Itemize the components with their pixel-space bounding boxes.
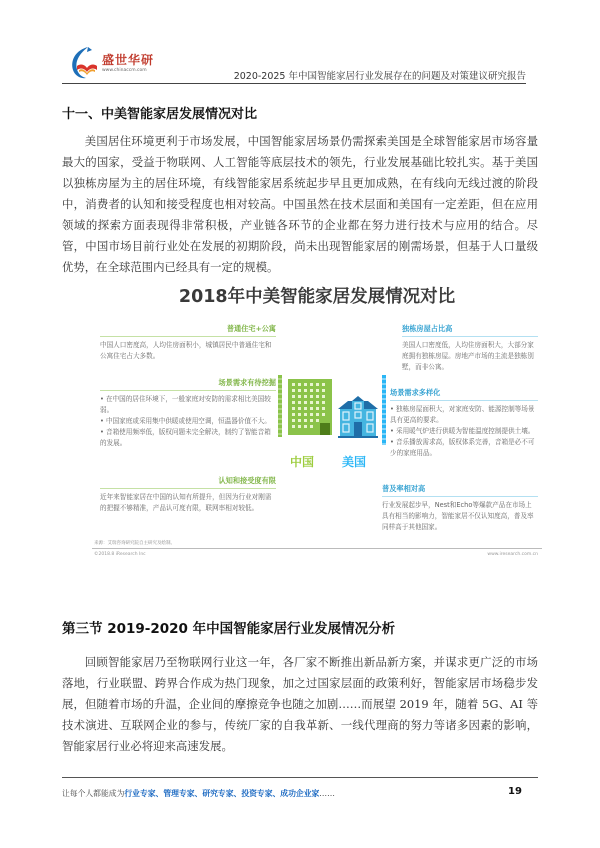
logo-book-swoosh-icon (68, 46, 98, 80)
slogan-highlight: 行业专家、管理专家、研究专家、投资专家、成功企业家 (124, 789, 320, 798)
slogan-prefix: 让每个人都能成为 (62, 789, 125, 798)
china-block-scenarios (100, 377, 276, 449)
paragraph-text: 回顾智能家居乃至物联网行业这一年，各厂家不断推出新品新方案，并谋求更广泛的市场落地，行业联盟、跨界合作成为热门现象，加之过国家层面的政策利好，智能家居市场稳步发展，但随着市场的升温，企业间的摩擦竞争也随之加剧……而展望 2019 年，随着 5G、AI 等技术演进、互联网企业的参与，传统厂家的自我革新、一线代理商的努力等诸多因素的影响，智能家居行业必将迎来高速发展。 (62, 655, 538, 753)
block-text: 美国人口密度低，人均住房面积大，大部分家庭拥有独栋房屋。房地产市场的主流是独栋别墅，而非公寓。 (402, 341, 534, 371)
apartment-building-icon (288, 379, 332, 435)
usa-label: 美国 (342, 455, 367, 469)
block-bullet: • 中国家庭或采用集中供暖或使用空调，恒温器价值不大。 (100, 417, 271, 425)
china-block-housing (100, 323, 276, 362)
logo-url: www.chinaccm.com (102, 68, 147, 73)
footer-divider (62, 777, 538, 778)
usa-block-housing (402, 323, 538, 373)
page-number: 19 (508, 786, 522, 797)
usa-block-adoption (382, 483, 538, 533)
infographic-source: 来源：艾瑞咨询研究院自主研究及绘制。 (94, 541, 175, 546)
block-text: 中国人口密度高，人均住房面积小，城镇居民中普通住宅和公寓住宅占大多数。 (100, 341, 272, 360)
report-title: 2020-2025 年中国智能家居行业发展存在的问题及对策建议研究报告 (233, 71, 526, 82)
block-bullet: • 音乐播放需求高，版权体系完善，音箱是必不可少的家庭用品。 (390, 438, 535, 457)
block-heading: 普通住宅+公寓 (100, 323, 276, 337)
usa-block-scenarios (390, 387, 538, 459)
china-block-awareness (100, 475, 276, 514)
section-heading-comparison: 十一、中美智能家居发展情况对比 (62, 107, 258, 122)
block-heading: 场景需求有待挖掘 (100, 377, 276, 391)
block-heading: 独栋房屋占比高 (402, 323, 538, 337)
block-heading: 认知和接受度有限 (100, 475, 276, 489)
block-text: 近年来智能家居在中国的认知有所提升，但因为行业对刚需的把握不够精准，产品认可度有限，联网率相对较低。 (100, 493, 272, 512)
block-text: 行业发展起步早，Nest和Echo等爆款产品在市场上具有相当的影响力，智能家居不仅认知度高，普及率同样高于其他国家。 (382, 501, 534, 531)
usa-accent-bar (382, 375, 386, 445)
company-logo (62, 44, 182, 82)
header-divider (62, 83, 526, 84)
footer-slogan (62, 788, 335, 799)
infographic-url: www.iresearch.com.cn (487, 552, 538, 557)
infographic-title: 2018年中美智能家居发展情况对比 (178, 287, 456, 307)
house-icon (334, 395, 382, 439)
block-heading: 普及率相对高 (382, 483, 538, 497)
block-bullet: • 在中国的居住环境下，一般家庭对安防的需求相比美国较弱。 (100, 395, 271, 414)
slogan-suffix: …… (319, 789, 335, 798)
comparison-infographic (92, 283, 542, 573)
infographic-copyright: ©2018.8 iResearch Inc (94, 552, 146, 557)
block-bullet: • 独栋房屋面积大，对家庭安防、能源控制等场景具有更高的要求。 (390, 405, 535, 424)
logo-name: 盛世华研 (102, 53, 155, 67)
block-bullet: • 采用暖气炉进行供暖为智能温度控制提供土壤。 (390, 427, 535, 435)
china-label: 中国 (290, 455, 315, 469)
block-bullet: • 音箱使用频率低，版权问题未完全解决，制约了智能音箱的发展。 (100, 428, 271, 447)
china-accent-bar (278, 375, 282, 437)
section-heading-analysis: 第三节 2019-2020 年中国智能家居行业发展情况分析 (62, 621, 396, 637)
infographic-divider (92, 548, 542, 549)
section-paragraph (62, 131, 538, 278)
section-paragraph (62, 652, 538, 757)
page-header (62, 44, 526, 92)
block-heading: 场景需求多样化 (390, 387, 538, 401)
paragraph-text: 美国居住环境更利于市场发展，中国智能家居场景仍需探索美国是全球智能家居市场容量最大的国家，受益于物联网、人工智能等底层技术的领先，行业发展基础比较扎实。基于美国以独栋房屋为主的居住环境，有线智能家居系统起步早且更加成熟，在有线向无线过渡的阶段中，消费者的认知和接受程度也相对较高。中国虽然在技术层面和美国有一定差距，但在应用领域的探索方面表现得非常积极，产业链各环节的企业都在努力进行技术与应用的结合。尽管，中国市场目前行业处在发展的初期阶段，尚未出现智能家居的刚需场景，但基于人口量级优势，在全球范围内已经具有一定的规模。 (62, 134, 538, 274)
